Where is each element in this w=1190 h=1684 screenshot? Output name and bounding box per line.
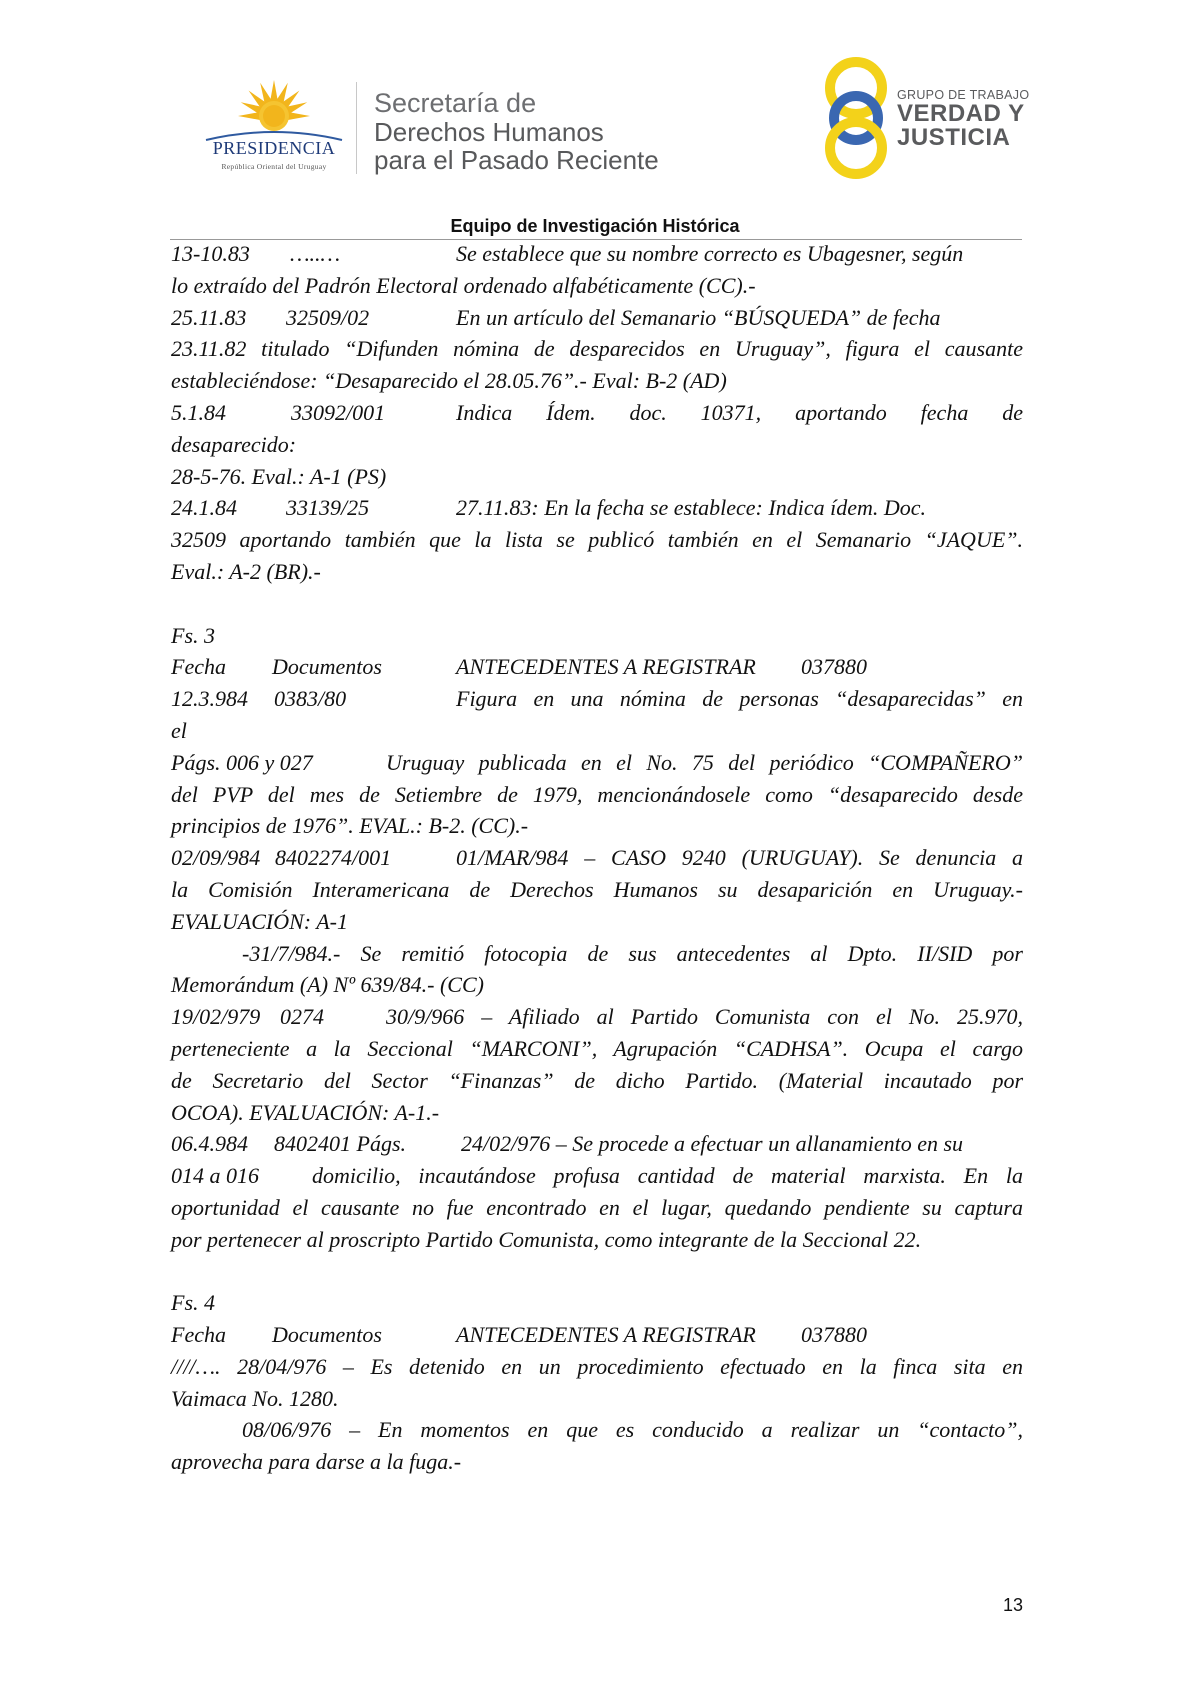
secretaria-line-1: Secretaría de <box>374 88 537 118</box>
entry-doc: 8402274/001 <box>275 845 392 871</box>
section-label: Fs. 4 <box>171 1290 215 1316</box>
header-antecedentes: ANTECEDENTES A REGISTRAR <box>456 654 756 680</box>
verdad-justicia-rings-logo <box>818 56 894 180</box>
entry-doc: …..… <box>290 241 341 266</box>
text-line: 23.11.82 titulado “Difunden nómina de desparecidos en Uruguay”, figura el causante <box>171 336 1023 362</box>
entry-row <box>171 238 1023 270</box>
entry-doc: 0274 <box>280 1004 324 1030</box>
spacer <box>171 588 1023 620</box>
entry-date: 12.3.984 <box>171 686 248 712</box>
entry-date: 02/09/984 <box>171 845 261 871</box>
text-line: 08/06/976 – En momentos en que es conducido a realizar un “contacto”, <box>242 1417 1023 1443</box>
section-label: Fs. 3 <box>171 622 215 648</box>
entry-text: domicilio, incautándose profusa cantidad de material marxista. En la <box>312 1163 1023 1189</box>
document-body <box>171 238 1023 1478</box>
text-line: lo extraído del Padrón Electoral ordenado alfabéticamente (CC).- <box>171 272 756 298</box>
entry-text: Figura en una nómina de personas “desaparecidas” en <box>456 686 1023 712</box>
entry-row <box>171 397 1023 429</box>
text-line: -31/7/984.- Se remitió fotocopia de sus antecedentes al Dpto. II/SID por <box>242 940 1023 966</box>
header-registro-number: 037880 <box>801 1322 867 1348</box>
presidencia-sublabel: República Oriental del Uruguay <box>221 162 327 171</box>
text-line: 32509 aportando también que la lista se publicó también en el Semanario “JAQUE”. <box>171 527 1023 553</box>
header-registro-number: 037880 <box>801 654 867 680</box>
entry-date: 13-10.83 <box>171 241 250 266</box>
entry-pages: Págs. 006 y 027 <box>171 749 313 775</box>
text-line: perteneciente a la Seccional “MARCONI”, Agrupación “CADHSA”. Ocupa el cargo <box>171 1035 1023 1061</box>
entry-row <box>171 842 1023 874</box>
grupo-trabajo-title <box>897 88 1029 150</box>
text-line: OCOA). EVALUACIÓN: A-1.- <box>171 1099 440 1125</box>
grupo-trabajo-line-2: VERDAD Y <box>897 100 1025 127</box>
secretaria-line-2: Derechos Humanos <box>374 117 604 147</box>
text-line: el <box>171 717 187 743</box>
entry-doc: 33092/001 <box>291 399 386 425</box>
entry-text: En un artículo del Semanario “BÚSQUEDA” de fecha <box>456 304 941 330</box>
text-line: EVALUACIÓN: A-1 <box>171 908 348 934</box>
entry-row <box>171 1128 1023 1160</box>
entry-text: Indica Ídem. doc. 10371, aportando fecha de <box>456 399 1023 425</box>
text-line: principios de 1976”. EVAL.: B-2. (CC).- <box>171 813 529 839</box>
entry-row <box>171 302 1023 334</box>
text-line: la Comisión Interamericana de Derechos Humanos su desaparición en Uruguay.- <box>171 876 1023 902</box>
presidencia-label: PRESIDENCIA <box>212 138 336 158</box>
entry-row <box>171 1160 1023 1192</box>
grupo-trabajo-line-3: JUSTICIA <box>897 124 1011 151</box>
text-line: de Secretario del Sector “Finanzas” de dicho Partido. (Material incautado por <box>171 1067 1023 1093</box>
header-antecedentes: ANTECEDENTES A REGISTRAR <box>456 1322 756 1348</box>
page-number: 13 <box>1003 1595 1024 1615</box>
text-line: por pertenecer al proscripto Partido Comunista, como integrante de la Seccional 22. <box>171 1226 922 1252</box>
entry-doc: 32509/02 <box>286 304 370 330</box>
entry-doc: 8402401 Págs. <box>274 1131 406 1157</box>
table-header-row <box>171 651 1023 683</box>
entry-doc: 33139/25 <box>286 495 370 521</box>
grupo-trabajo-line-1: GRUPO DE TRABAJO <box>897 88 1030 102</box>
text-line: Vaimaca No. 1280. <box>171 1385 339 1411</box>
entry-date: 06.4.984 <box>171 1131 248 1157</box>
text-line: Eval.: A-2 (BR).- <box>171 558 321 584</box>
entry-date: 25.11.83 <box>171 304 247 330</box>
secretaria-title <box>374 88 659 174</box>
text-line: oportunidad el causante no fue encontrado en el lugar, quedando pendiente su captura <box>171 1194 1023 1220</box>
entry-date: 24.1.84 <box>171 495 237 521</box>
text-line: del PVP del mes de Setiembre de 1979, mencionándosele como “desaparecido desde <box>171 781 1023 807</box>
spacer <box>171 1256 1023 1288</box>
entry-row <box>171 683 1023 715</box>
header-documentos: Documentos <box>272 1322 382 1348</box>
text-line: ////…. 28/04/976 – Es detenido en un procedimiento efectuado en la finca sita en <box>171 1353 1023 1379</box>
header-documentos: Documentos <box>272 654 382 680</box>
entry-text: Se establece que su nombre correcto es Ubagesner, según <box>456 241 964 266</box>
entry-text: 01/MAR/984 – CASO 9240 (URUGUAY). Se denuncia a <box>456 845 1023 871</box>
entry-text: 24/02/976 – Se procede a efectuar un allanamiento en su <box>461 1131 964 1157</box>
entry-text: 30/9/966 – Afiliado al Partido Comunista con el No. 25.970, <box>386 1004 1023 1030</box>
text-line: 28-5-76. Eval.: A-1 (PS) <box>171 463 387 489</box>
text-line: desaparecido: <box>171 431 297 457</box>
text-line: Memorándum (A) Nº 639/84.- (CC) <box>171 972 484 998</box>
entry-row <box>171 492 1023 524</box>
header-divider <box>356 82 357 174</box>
header-fecha: Fecha <box>171 654 226 680</box>
entry-row <box>171 747 1023 779</box>
entry-pages: 014 a 016 <box>171 1163 259 1189</box>
entry-row <box>171 1001 1023 1033</box>
equipo-heading: Equipo de Investigación Histórica <box>450 216 740 236</box>
text-line: aprovecha para darse a la fuga.- <box>171 1449 462 1475</box>
header-fecha: Fecha <box>171 1322 226 1348</box>
entry-text: 27.11.83: En la fecha se establece: Indica ídem. Doc. <box>456 495 927 521</box>
text-line: estableciéndose: “Desaparecido el 28.05.76”.- Eval: B-2 (AD) <box>171 368 727 394</box>
entry-text: Uruguay publicada en el No. 75 del periódico “COMPAÑERO” <box>386 749 1023 775</box>
entry-doc: 0383/80 <box>274 686 347 712</box>
entry-date: 5.1.84 <box>171 399 226 425</box>
secretaria-line-3: para el Pasado Reciente <box>374 145 659 175</box>
entry-date: 19/02/979 <box>171 1004 261 1030</box>
table-header-row <box>171 1319 1023 1351</box>
